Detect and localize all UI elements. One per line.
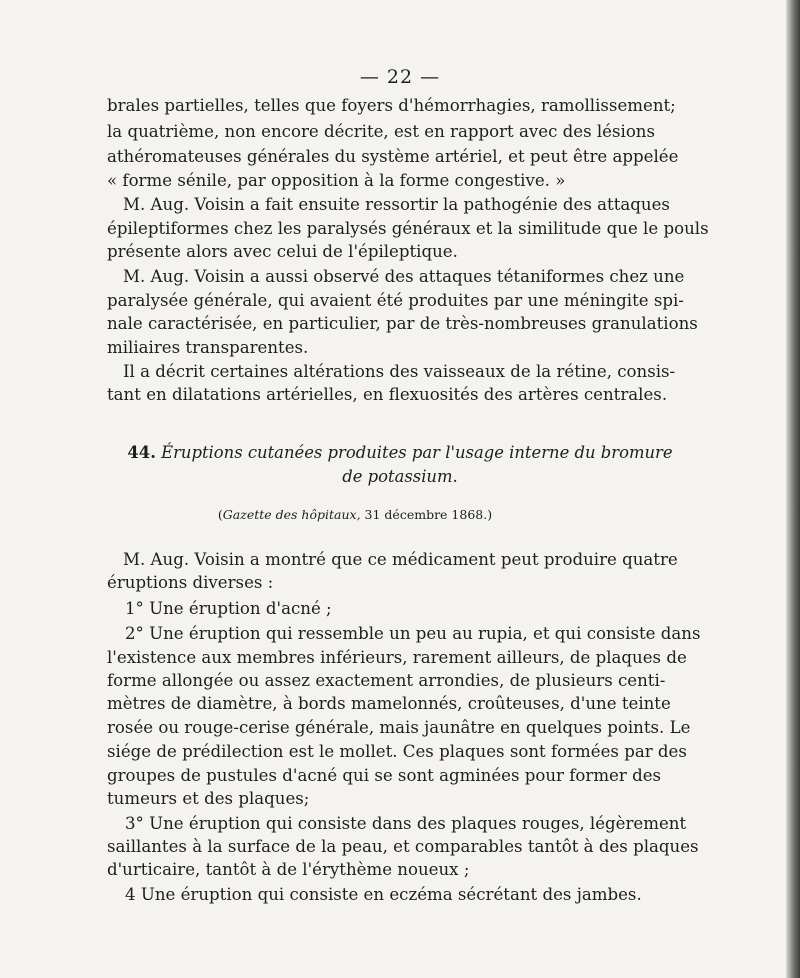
- text-line: athéromateuses générales du système artériel, et peut être appelée: [107, 147, 679, 166]
- text-line: 1° Une éruption d'acné ;: [125, 599, 332, 618]
- text-line: mètres de diamètre, à bords mamelonnés, croûteuses, d'une teinte: [107, 694, 671, 713]
- text-line: tumeurs et des plaques;: [107, 789, 310, 808]
- text-line: siége de prédilection est le mollet. Ces plaques sont formées par des: [107, 742, 687, 761]
- page-edge-shadow: [786, 0, 800, 978]
- text-line: M. Aug. Voisin a fait ensuite ressortir la pathogénie des attaques: [123, 195, 670, 214]
- section-heading: [0, 443, 800, 462]
- source-open: (: [217, 507, 223, 522]
- text-line: d'urticaire, tantôt à de l'érythème noueux ;: [107, 860, 470, 879]
- text-line: l'existence aux membres inférieurs, rarement ailleurs, de plaques de: [107, 648, 687, 667]
- text-line: M. Aug. Voisin a aussi observé des attaques tétaniformes chez une: [123, 267, 685, 286]
- section-number: 44.: [127, 443, 156, 462]
- text-line: 4 Une éruption qui consiste en eczéma sécrétant des jambes.: [125, 885, 642, 904]
- text-line: Il a décrit certaines altérations des vaisseaux de la rétine, consis-: [123, 362, 676, 381]
- text-line: saillantes à la surface de la peau, et comparables tantôt à des plaques: [107, 837, 699, 856]
- text-line: tant en dilatations artérielles, en flexuosités des artères centrales.: [107, 385, 668, 404]
- section-source: [0, 507, 710, 522]
- text-line: groupes de pustules d'acné qui se sont agminées pour former des: [107, 766, 662, 785]
- text-line: « forme sénile, par opposition à la forme congestive. »: [107, 171, 566, 190]
- section-title-line2: de potassium.: [342, 467, 458, 486]
- text-line: éruptions diverses :: [107, 573, 274, 592]
- text-line: présente alors avec celui de l'épileptique.: [107, 242, 458, 261]
- text-line: paralysée générale, qui avaient été produites par une méningite spi-: [107, 291, 684, 310]
- text-line: forme allongée ou assez exactement arrondies, de plusieurs centi-: [107, 671, 666, 690]
- text-line: brales partielles, telles que foyers d'hémorrhagies, ramollissement;: [107, 96, 676, 115]
- section-title-line1: Éruptions cutanées produites par l'usage interne du bromure: [161, 443, 673, 462]
- source-journal: Gazette des hôpitaux,: [222, 507, 361, 522]
- text-line: la quatrième, non encore décrite, est en rapport avec des lésions: [107, 122, 656, 141]
- source-date: 31 décembre 1868.): [360, 507, 493, 522]
- text-line: rosée ou rouge-cerise générale, mais jaunâtre en quelques points. Le: [107, 718, 691, 737]
- text-line: 2° Une éruption qui ressemble un peu au rupia, et qui consiste dans: [125, 624, 701, 643]
- page-number: — 22 —: [359, 66, 441, 88]
- text-line: 3° Une éruption qui consiste dans des plaques rouges, légèrement: [125, 814, 687, 833]
- text-line: miliaires transparentes.: [107, 338, 309, 357]
- text-line: nale caractérisée, en particulier, par de très-nombreuses granulations: [107, 314, 698, 333]
- text-line: M. Aug. Voisin a montré que ce médicament peut produire quatre: [123, 550, 678, 569]
- text-line: épileptiformes chez les paralysés généraux et la similitude que le pouls: [107, 219, 709, 238]
